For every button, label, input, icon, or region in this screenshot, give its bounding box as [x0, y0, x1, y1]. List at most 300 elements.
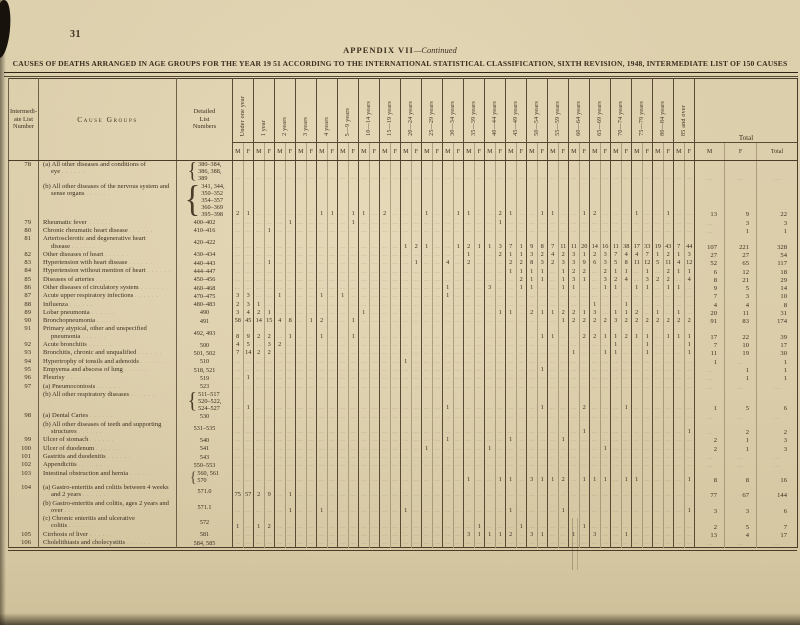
data-cell: 1: [548, 309, 559, 317]
data-cell: [264, 251, 275, 259]
data-cell: [348, 412, 359, 420]
data-cell: 5: [611, 259, 622, 267]
data-cell: 1: [642, 349, 653, 357]
total-female-cell: [725, 358, 757, 366]
data-cell: [453, 531, 464, 539]
data-cell: 2: [537, 251, 548, 259]
data-cell: [306, 531, 317, 539]
data-cell: 3: [569, 259, 580, 267]
total-female-cell: 3: [725, 500, 757, 516]
data-cell: [569, 358, 580, 366]
data-cell: 1: [495, 219, 506, 227]
data-cell: [495, 161, 506, 183]
total-cell: 54: [757, 251, 798, 259]
table-row: [9, 374, 798, 382]
data-cell: [422, 292, 433, 300]
data-cell: 1: [674, 251, 685, 259]
data-cell: [579, 445, 590, 453]
data-cell: [663, 453, 674, 461]
data-cell: [296, 259, 307, 267]
data-cell: [621, 183, 632, 219]
data-cell: [611, 539, 622, 548]
detailed-list-cell: [177, 219, 233, 227]
data-cell: [579, 161, 590, 183]
male-column-header: M: [338, 143, 349, 161]
detail-line: 584, 585: [193, 539, 216, 547]
data-cell: 1: [569, 349, 580, 357]
detail-line: 395–398: [201, 211, 223, 219]
data-cell: 2: [663, 276, 674, 284]
data-cell: [401, 445, 412, 453]
data-cell: [306, 358, 317, 366]
data-cell: [338, 539, 349, 548]
data-cell: [369, 219, 380, 227]
data-cell: [506, 461, 517, 469]
table-row: [9, 341, 798, 349]
data-cell: [306, 267, 317, 275]
data-cell: [306, 470, 317, 484]
detail-line: 400–402: [193, 219, 216, 227]
data-cell: 5: [653, 259, 664, 267]
data-cell: [485, 374, 496, 382]
data-cell: [516, 412, 527, 420]
data-cell: [632, 358, 643, 366]
data-cell: [642, 161, 653, 183]
data-cell: 1: [264, 227, 275, 235]
data-cell: [516, 349, 527, 357]
data-cell: 1: [359, 309, 370, 317]
data-cell: [380, 235, 391, 251]
data-cell: [254, 461, 265, 469]
data-cell: [306, 539, 317, 548]
data-cell: [485, 383, 496, 391]
data-cell: [317, 284, 328, 292]
cause-group-label: Primary atypical, other and unspecified pneumonia . . .: [39, 325, 176, 341]
table-row: [9, 383, 798, 391]
data-cell: [317, 445, 328, 453]
list-number-cell: [9, 515, 39, 531]
data-cell: [632, 484, 643, 500]
data-cell: [653, 461, 664, 469]
table-row: [9, 219, 798, 227]
data-cell: [359, 500, 370, 516]
data-cell: 1: [579, 421, 590, 437]
data-cell: 1: [653, 309, 664, 317]
data-cell: [390, 531, 401, 539]
data-cell: 1: [537, 309, 548, 317]
male-column-header: M: [275, 143, 286, 161]
age-column-header: [317, 79, 338, 143]
table-row: [9, 301, 798, 309]
data-cell: [432, 470, 443, 484]
data-cell: [243, 453, 254, 461]
data-cell: [432, 421, 443, 437]
data-cell: [453, 421, 464, 437]
male-column-header: M: [254, 143, 265, 161]
data-cell: [548, 292, 559, 300]
male-column-header: M: [233, 143, 244, 161]
data-cell: 1: [621, 391, 632, 413]
data-cell: [516, 470, 527, 484]
data-cell: [642, 500, 653, 516]
data-cell: [537, 515, 548, 531]
data-cell: [317, 461, 328, 469]
data-cell: [621, 227, 632, 235]
data-cell: [390, 484, 401, 500]
data-cell: [474, 341, 485, 349]
list-number-cell: 96: [9, 374, 39, 382]
cause-group-label: Other diseases of heart . . .: [39, 251, 176, 259]
data-cell: [233, 235, 244, 251]
data-cell: [674, 341, 685, 349]
data-cell: 2: [569, 267, 580, 275]
data-cell: [516, 161, 527, 183]
data-cell: [569, 461, 580, 469]
age-column-header: [674, 79, 695, 143]
data-cell: [674, 227, 685, 235]
data-cell: [243, 412, 254, 420]
cause-group-cell: [39, 161, 177, 183]
data-cell: [684, 284, 695, 292]
data-cell: 3: [243, 292, 254, 300]
data-cell: [422, 412, 433, 420]
data-cell: 1: [642, 341, 653, 349]
data-cell: [537, 219, 548, 227]
data-cell: [548, 267, 559, 275]
data-cell: [611, 358, 622, 366]
total-male-cell: [695, 453, 725, 461]
data-cell: [663, 358, 674, 366]
data-cell: 2: [621, 317, 632, 325]
data-cell: [653, 383, 664, 391]
data-cell: [338, 219, 349, 227]
total-cell: 174: [757, 317, 798, 325]
data-cell: [621, 383, 632, 391]
data-cell: [464, 366, 475, 374]
female-column-header: F: [453, 143, 464, 161]
detail-lines: [196, 470, 219, 484]
data-cell: [380, 366, 391, 374]
data-cell: [674, 515, 685, 531]
total-male-cell: 6: [695, 267, 725, 275]
total-cell: 3: [757, 445, 798, 453]
data-cell: [548, 284, 559, 292]
data-cell: 1: [674, 309, 685, 317]
data-cell: [380, 391, 391, 413]
data-cell: [348, 292, 359, 300]
title-rule: [4, 72, 798, 77]
data-cell: [380, 301, 391, 309]
data-cell: [516, 461, 527, 469]
data-cell: 2: [254, 349, 265, 357]
data-cell: [569, 183, 580, 219]
total-female-cell: 2: [725, 421, 757, 437]
data-cell: [684, 309, 695, 317]
data-cell: 1: [506, 500, 517, 516]
data-cell: [516, 317, 527, 325]
data-cell: [296, 421, 307, 437]
male-column-header: M: [485, 143, 496, 161]
data-cell: [432, 515, 443, 531]
age-column-header: [464, 79, 485, 143]
data-cell: [569, 412, 580, 420]
cause-group-cell: [39, 301, 177, 309]
data-cell: 2: [527, 309, 538, 317]
male-column-header: M: [464, 143, 475, 161]
data-cell: [369, 301, 380, 309]
data-cell: [548, 317, 559, 325]
detail-line: 444–447: [193, 267, 216, 275]
header-line: ate List: [14, 115, 33, 123]
total-male-cell: 7: [695, 341, 725, 349]
data-cell: [642, 292, 653, 300]
data-cell: [600, 183, 611, 219]
data-cell: [327, 515, 338, 531]
cause-group-label: (a) Gastro-enteritis and colitis between 4 weeks and 2 years . . .: [39, 484, 176, 500]
data-cell: 1: [348, 325, 359, 341]
data-cell: 2: [579, 325, 590, 341]
brace-glyph: {: [187, 160, 198, 183]
data-cell: [411, 341, 422, 349]
data-cell: [527, 374, 538, 382]
data-cell: [285, 251, 296, 259]
data-cell: [558, 453, 569, 461]
data-cell: [233, 219, 244, 227]
data-cell: 2: [317, 317, 328, 325]
data-cell: 3: [569, 251, 580, 259]
data-cell: [600, 301, 611, 309]
data-cell: [600, 292, 611, 300]
data-cell: [296, 219, 307, 227]
age-column-label: 45—49 years: [513, 101, 519, 136]
data-cell: [558, 515, 569, 531]
data-cell: [600, 341, 611, 349]
total-cell: 1: [757, 366, 798, 374]
data-cell: [327, 292, 338, 300]
total-female-cell: 221: [725, 235, 757, 251]
data-cell: 1: [548, 470, 559, 484]
total-group-header: Total: [695, 79, 798, 143]
data-cell: [233, 276, 244, 284]
data-cell: [516, 292, 527, 300]
data-cell: 1: [537, 183, 548, 219]
data-cell: [390, 445, 401, 453]
data-cell: 1: [422, 183, 433, 219]
data-cell: 1: [537, 391, 548, 413]
total-male-cell: 3: [695, 500, 725, 516]
data-cell: [233, 366, 244, 374]
data-cell: [548, 391, 559, 413]
age-column-label: 20—24 years: [408, 101, 414, 136]
total-cell: 29: [757, 276, 798, 284]
data-cell: [359, 219, 370, 227]
data-cell: 1: [548, 183, 559, 219]
total-male-cell: 17: [695, 325, 725, 341]
female-column-header: F: [285, 143, 296, 161]
paper-fold-mark: [572, 518, 578, 570]
data-cell: [275, 259, 286, 267]
data-cell: [422, 436, 433, 444]
data-cell: 1: [537, 470, 548, 484]
data-cell: [390, 453, 401, 461]
data-cell: [390, 366, 401, 374]
data-cell: [548, 484, 559, 500]
data-cell: [401, 309, 412, 317]
data-cell: [632, 531, 643, 539]
total-male-cell: [695, 421, 725, 437]
data-cell: [653, 284, 664, 292]
data-cell: [422, 267, 433, 275]
data-cell: [338, 436, 349, 444]
data-cell: 1: [485, 531, 496, 539]
cause-group-cell: [39, 436, 177, 444]
detail-brace-group: [177, 470, 232, 484]
data-cell: [464, 341, 475, 349]
data-cell: [317, 436, 328, 444]
data-cell: [464, 391, 475, 413]
data-cell: [684, 436, 695, 444]
data-cell: [495, 325, 506, 341]
total-female-cell: 1: [725, 436, 757, 444]
table-row: [9, 366, 798, 374]
data-cell: [453, 539, 464, 548]
data-cell: [569, 292, 580, 300]
data-cell: 1: [506, 436, 517, 444]
data-cell: [453, 161, 464, 183]
data-cell: 1: [674, 267, 685, 275]
data-cell: [642, 421, 653, 437]
age-column-header: [527, 79, 548, 143]
data-cell: [527, 349, 538, 357]
data-cell: [485, 470, 496, 484]
data-cell: [401, 267, 412, 275]
data-cell: [432, 259, 443, 267]
data-cell: [306, 183, 317, 219]
data-cell: [495, 284, 506, 292]
data-cell: [411, 436, 422, 444]
data-cell: [422, 358, 433, 366]
cause-group-cell: [39, 227, 177, 235]
data-cell: [495, 445, 506, 453]
data-cell: [653, 161, 664, 183]
data-cell: [579, 374, 590, 382]
data-cell: [663, 309, 674, 317]
data-cell: [569, 325, 580, 341]
data-cell: 1: [632, 284, 643, 292]
data-cell: [338, 267, 349, 275]
data-cell: [233, 421, 244, 437]
data-cell: [495, 358, 506, 366]
total-cell: 22: [757, 183, 798, 219]
list-number-cell: 106: [9, 539, 39, 548]
data-cell: [506, 325, 517, 341]
total-male-cell: [695, 366, 725, 374]
total-female-cell: 27: [725, 251, 757, 259]
data-cell: [495, 484, 506, 500]
data-cell: [275, 515, 286, 531]
detailed-list-cell: [177, 366, 233, 374]
data-cell: [411, 515, 422, 531]
data-cell: [506, 374, 517, 382]
data-cell: 1: [317, 500, 328, 516]
data-cell: [443, 358, 454, 366]
data-cell: [369, 161, 380, 183]
data-cell: [632, 539, 643, 548]
cause-group-cell: [39, 484, 177, 500]
data-cell: [296, 383, 307, 391]
data-cell: [411, 267, 422, 275]
data-cell: [579, 484, 590, 500]
data-cell: [495, 292, 506, 300]
data-cell: [474, 412, 485, 420]
total-female-cell: 19: [725, 349, 757, 357]
data-cell: [506, 301, 517, 309]
data-cell: [317, 309, 328, 317]
detail-line: 491: [199, 317, 210, 325]
cause-group-label: Cirrhosis of liver . . .: [39, 531, 176, 539]
cause-group-cell: [39, 292, 177, 300]
male-column-header: M: [317, 143, 328, 161]
female-column-header: F: [600, 143, 611, 161]
table-row: [9, 161, 798, 183]
detailed-list-cell: [177, 301, 233, 309]
data-cell: [285, 445, 296, 453]
data-cell: 1: [621, 267, 632, 275]
data-cell: [474, 383, 485, 391]
cause-group-cell: [39, 235, 177, 251]
data-cell: 1: [359, 183, 370, 219]
data-cell: [600, 374, 611, 382]
data-cell: [621, 349, 632, 357]
data-cell: [443, 539, 454, 548]
data-cell: [611, 183, 622, 219]
data-cell: 2: [569, 317, 580, 325]
data-cell: [411, 183, 422, 219]
detail-line: 519: [199, 374, 210, 382]
data-cell: [537, 292, 548, 300]
data-cell: [537, 227, 548, 235]
age-column-label: 35—39 years: [471, 101, 477, 136]
data-cell: [401, 341, 412, 349]
age-column-label: Under one year: [240, 95, 246, 136]
data-cell: [453, 453, 464, 461]
data-cell: [558, 183, 569, 219]
data-cell: 43: [663, 235, 674, 251]
data-cell: [359, 317, 370, 325]
data-cell: 1: [611, 341, 622, 349]
data-cell: [516, 219, 527, 227]
data-cell: 3: [233, 292, 244, 300]
data-cell: [548, 383, 559, 391]
data-cell: [401, 374, 412, 382]
data-cell: 2: [548, 259, 559, 267]
data-cell: [611, 161, 622, 183]
data-cell: 1: [516, 515, 527, 531]
header-row-groups: [9, 79, 798, 143]
data-cell: 1: [527, 267, 538, 275]
data-cell: 1: [600, 284, 611, 292]
detailed-list-cell: [177, 383, 233, 391]
data-cell: [306, 349, 317, 357]
data-cell: [474, 539, 485, 548]
data-cell: [306, 515, 317, 531]
data-cell: [516, 445, 527, 453]
cause-group-label: Chronic rheumatic heart disease . . .: [39, 227, 176, 235]
cause-group-cell: [39, 383, 177, 391]
cause-group-cell: [39, 317, 177, 325]
data-cell: [506, 421, 517, 437]
data-cell: [422, 421, 433, 437]
